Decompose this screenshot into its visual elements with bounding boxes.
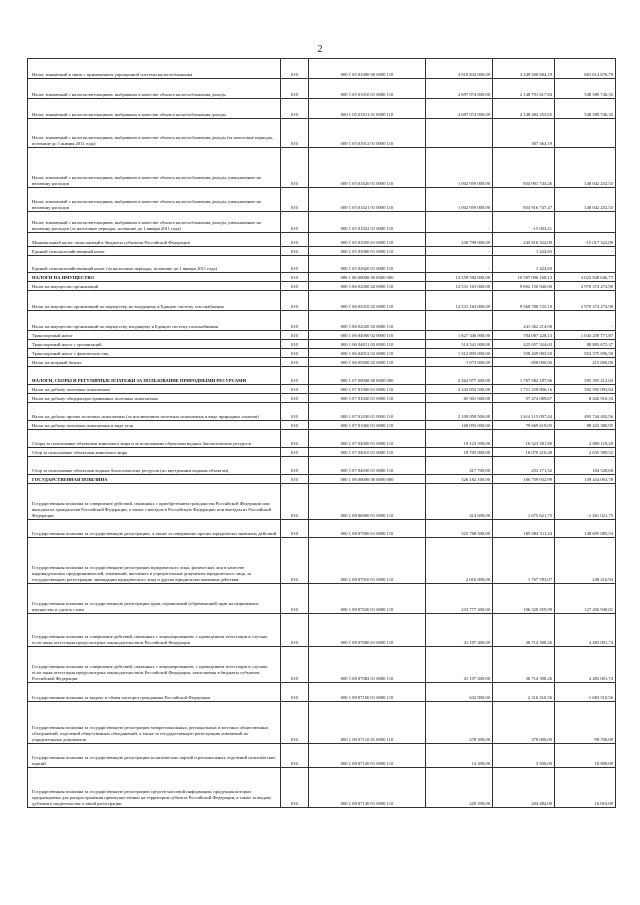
row-fact-value: -15 003,21 (493, 212, 555, 233)
row-name: Налог на имущество организаций по имуществу, входящему в Единую систему газоснабжения (28, 311, 281, 331)
row-fact-value: 1 767 582 187,96 (493, 367, 555, 385)
row-rest-value (555, 256, 616, 273)
row-code: 010 (281, 683, 309, 702)
row-fact-value: 854 901 744,26 (493, 148, 555, 188)
row-plan-value: 220 500,00 (426, 768, 493, 808)
row-fact-value: 10 587 096 168,13 (493, 273, 555, 282)
row-code: 010 (281, 385, 309, 394)
table-row (28, 538, 616, 584)
table-row (28, 744, 616, 768)
table-row (28, 188, 616, 212)
row-code: 010 (281, 358, 309, 367)
row-name: Государственная пошлина за совершение действий, связанных с лицензированием, с проведением аттестации в случаях, если такая аттестация предусмотрена законодательством Российской Федерации, зачисляемая в бюджеты субъектов Российской Федерации (28, 647, 281, 683)
row-kbk: 000 1 08 07082 01 0000 110 (309, 647, 426, 683)
row-kbk: 000 1 05 03000 01 0000 110 (309, 247, 426, 256)
row-plan-value: 41 197 400,00 (426, 614, 493, 647)
row-plan-value: 1 312 805 000,00 (426, 349, 493, 358)
row-rest-value (555, 119, 616, 148)
table-row (28, 484, 616, 520)
table-row (28, 273, 616, 282)
row-kbk: 000 1 05 01011 01 0000 110 (309, 99, 426, 119)
row-name: Государственная пошлина за государственную регистрацию межрегиональных, региональных и местных общественных объединений, отделений общественных объединений, а также за государственную регистрацию изменений их учредительных документов (28, 702, 281, 744)
row-plan-value: 2 697 074 000,00 (426, 79, 493, 99)
table-row (28, 256, 616, 273)
row-name: Минимальный налог, зачисляемый в бюджеты субъектов Российской Федерации (28, 233, 281, 247)
row-kbk: 000 1 07 01030 01 0000 110 (309, 403, 426, 421)
row-kbk: 000 1 05 01022 01 0000 110 (309, 212, 426, 233)
row-fact-value: 358 429 903,50 (493, 349, 555, 358)
row-fact-value: 9 560 788 725,10 (493, 291, 555, 311)
row-code: 010 (281, 394, 309, 403)
row-name: Налог на добычу прочих полезных ископаемых (за исключением полезных ископаемых в виде природных алмазов) (28, 403, 281, 421)
row-kbk: 000 1 06 02020 02 0000 110 (309, 311, 426, 331)
row-code: 010 (281, 457, 309, 475)
row-rest-value: 681 614 676,79 (555, 59, 616, 79)
row-name: Налог, взимаемый с налогоплательщиков, выбравших в качестве объекта налогообложения доходы (28, 79, 281, 99)
row-code: 010 (281, 273, 309, 282)
row-kbk: 000 1 08 07110 01 0000 110 (309, 702, 426, 744)
revenue-table (27, 58, 616, 808)
row-kbk: 000 1 05 03020 01 0000 110 (309, 256, 426, 273)
table-row (28, 385, 616, 394)
row-fact-value: 36 714 398,26 (493, 647, 555, 683)
row-plan-value: 414 600,00 (426, 484, 493, 520)
row-name: Государственная пошлина за совершение действий, связанных с лицензированием, с проведением аттестации в случаях, если такая аттестация предусмотрена законодательством Российской Федерации (28, 614, 281, 647)
row-fact-value: 1 614 115 097,44 (493, 403, 555, 421)
row-kbk: 000 1 06 04000 02 0000 110 (309, 331, 426, 340)
row-name: Налог, взимаемый с налогоплательщиков, выбравших в качестве объекта налогообложения доходы (28, 99, 281, 119)
row-rest-value: 548 589 746,35 (555, 79, 616, 99)
row-kbk: 000 1 05 01000 00 0000 110 (309, 59, 426, 79)
row-name: Налог, взимаемый с налогоплательщиков, выбравших в качестве объекта налогообложения доходы, уменьшенные на величину расходов (28, 188, 281, 212)
row-code: 010 (281, 247, 309, 256)
row-plan-value: 1 002 959 000,00 (426, 188, 493, 212)
row-rest-value: -1 261 021,75 (555, 484, 616, 520)
table-row (28, 119, 616, 148)
row-code: 010 (281, 148, 309, 188)
row-rest-value: 148 042 252,53 (555, 188, 616, 212)
row-code: 010 (281, 475, 309, 484)
row-code: 010 (281, 520, 309, 538)
row-fact-value: 253 171,32 (493, 457, 555, 475)
row-code: 010 (281, 367, 309, 385)
table-row (28, 702, 616, 744)
row-plan-value (426, 119, 493, 148)
row-plan-value: 2 343 853 500,00 (426, 385, 493, 394)
table-row (28, 291, 616, 311)
row-fact-value: 1 751 258 806,16 (493, 385, 555, 394)
table-row (28, 614, 616, 647)
row-name: Налог на добычу полезных ископаемых (28, 385, 281, 394)
row-rest-value: 4 483 001,74 (555, 647, 616, 683)
table-row (28, 331, 616, 340)
row-name: НАЛОГИ, СБОРЫ И РЕГУЛЯРНЫЕ ПЛАТЕЖИ ЗА ПОЛЬЗОВАНИЕ ПРИРОДНЫМИ РЕСУРСАМИ (28, 367, 281, 385)
row-rest-value: 16 016,00 (555, 768, 616, 808)
row-fact-value: 245 816 322,09 (493, 233, 555, 247)
row-fact-value: 1 424,83 (493, 256, 555, 273)
table-row (28, 59, 616, 79)
row-code: 010 (281, 448, 309, 457)
row-kbk: 000 1 08 00000 00 0000 000 (309, 475, 426, 484)
row-rest-value: 2 970 374 274,90 (555, 282, 616, 291)
table-row (28, 212, 616, 233)
row-name: Государственная пошлина за выдачу и обмен паспорта гражданина Российской Федерации (28, 683, 281, 702)
table-row (28, 647, 616, 683)
row-code: 010 (281, 421, 309, 430)
row-rest-value: 954 375 096,50 (555, 349, 616, 358)
row-name: Единый сельскохозяйственный налог (28, 247, 281, 256)
row-plan-value: 2 362 977 400,00 (426, 367, 493, 385)
row-plan-value: 1 002 959 000,00 (426, 148, 493, 188)
table-row (28, 358, 616, 367)
row-rest-value: 548 589 746,35 (555, 99, 616, 119)
row-rest-value: 139 434 063,78 (555, 475, 616, 484)
table-row (28, 430, 616, 448)
row-plan-value: 1 073 000,00 (426, 358, 493, 367)
table-row (28, 340, 616, 349)
row-fact-value: 858 000,00 (493, 358, 555, 367)
table-row (28, 311, 616, 331)
table-row (28, 367, 616, 385)
row-fact-value: 378 000,00 (493, 702, 555, 744)
row-plan-value: 168 093 000,00 (426, 421, 493, 430)
row-fact-value: 2 316 310,56 (493, 683, 555, 702)
row-name: Государственная пошлина за совершение действий, связанных с приобретением гражданства Российской Федерации или выходом из гражданства Российской Федерации, а также с въездом в Российскую Федерацию или выездом из Российской Федерации (28, 484, 281, 520)
row-rest-value: 140 695 085,53 (555, 520, 616, 538)
row-kbk: 000 1 07 04010 01 0000 110 (309, 448, 426, 457)
row-code: 010 (281, 584, 309, 614)
row-plan-value: 3 910 832 000,00 (426, 59, 493, 79)
row-kbk: 000 1 05 01012 01 0000 110 (309, 119, 426, 148)
row-kbk: 000 1 06 04011 02 0000 110 (309, 340, 426, 349)
row-kbk: 000 1 08 07080 01 0000 110 (309, 614, 426, 647)
row-code: 010 (281, 99, 309, 119)
row-name: НАЛОГИ НА ИМУЩЕСТВО (28, 273, 281, 282)
row-fact-value: 784 087 228,13 (493, 331, 555, 340)
table-row (28, 421, 616, 430)
row-fact-value: 3 500,00 (493, 744, 555, 768)
row-plan-value: 19 123 500,00 (426, 430, 493, 448)
page-number: 2 (317, 44, 323, 55)
row-rest-value: 2 635 589,52 (555, 448, 616, 457)
row-rest-value: 2 800 118,20 (555, 430, 616, 448)
row-name: Транспортный налог с физических лиц (28, 349, 281, 358)
row-fact-value: 854 916 747,47 (493, 188, 555, 212)
row-rest-value: 127 456 940,01 (555, 584, 616, 614)
table-row (28, 79, 616, 99)
row-code: 010 (281, 233, 309, 247)
row-rest-value: -15 017 322,09 (555, 233, 616, 247)
row-kbk: 000 1 06 04012 02 0000 110 (309, 349, 426, 358)
row-code: 010 (281, 538, 309, 584)
row-fact-value: 79 669 619,05 (493, 421, 555, 430)
row-code: 010 (281, 340, 309, 349)
row-plan-value: 230 799 000,00 (426, 233, 493, 247)
table-row (28, 475, 616, 484)
row-fact-value: 9 802 150 940,00 (493, 282, 555, 291)
row-fact-value: 185 084 311,24 (493, 520, 555, 538)
row-name: Государственная пошлина за государственную регистрацию политических партий и региональных отделений политических партий (28, 744, 281, 768)
row-fact-value: 16 323 381,80 (493, 430, 555, 448)
row-code: 010 (281, 768, 309, 808)
row-code: 010 (281, 349, 309, 358)
row-rest-value: 4 023 848 046,77 (555, 273, 616, 282)
table-row (28, 148, 616, 188)
row-name: Налог, взимаемый в связи с применением упрощенной системы налогообложения (28, 59, 281, 79)
row-fact-value: 2 148 484 253,65 (493, 99, 555, 119)
row-plan-value: - (426, 212, 493, 233)
row-rest-value: 1 043 258 771,87 (555, 331, 616, 340)
row-rest-value: 495 744 402,56 (555, 403, 616, 421)
row-rest-value: 164 528,68 (555, 457, 616, 475)
table-row (28, 394, 616, 403)
row-plan-value: 14 559 582 000,00 (426, 273, 493, 282)
row-rest-value: 8 426 910,33 (555, 394, 616, 403)
row-kbk: 000 1 08 07010 01 0000 110 (309, 538, 426, 584)
row-kbk: 000 1 07 01060 01 0000 110 (309, 421, 426, 430)
row-kbk: 000 1 07 04030 01 0000 110 (309, 457, 426, 475)
table-row (28, 448, 616, 457)
row-code: 010 (281, 282, 309, 291)
row-rest-value: 248 216,93 (555, 538, 616, 584)
row-kbk: 000 1 08 07020 01 0000 110 (309, 584, 426, 614)
row-plan-value: 417 700,00 (426, 457, 493, 475)
row-kbk: 000 1 05 01020 01 0000 110 (309, 148, 426, 188)
row-fact-value: 186 759 932,99 (493, 475, 555, 484)
row-kbk: 000 1 05 01050 01 0000 110 (309, 233, 426, 247)
table-row (28, 247, 616, 256)
row-plan-value: 2 697 074 000,00 (426, 99, 493, 119)
row-code: 010 (281, 484, 309, 520)
row-name: Налог на имущество организаций (28, 282, 281, 291)
table-row (28, 768, 616, 808)
row-code: 010 (281, 744, 309, 768)
row-kbk: 000 1 06 00000 00 0000 000 (309, 273, 426, 282)
row-plan-value: 2 016 000,00 (426, 538, 493, 584)
row-plan-value: - (426, 256, 493, 273)
row-rest-value: 4 483 001,74 (555, 614, 616, 647)
row-fact-value: 57 474 089,67 (493, 394, 555, 403)
row-rest-value: - (555, 247, 616, 256)
row-name: Государственная пошлина за государственную регистрацию средств массовой информации, продукция которых предназначена для распространения преимущественно на территории субъекта Российской Федерации, а также за выдачу дубликата свидетельства о такой регистрации (28, 768, 281, 808)
row-fact-value: 3 249 500 684,19 (493, 59, 555, 79)
row-fact-value: 425 657 324,63 (493, 340, 555, 349)
table-row (28, 403, 616, 421)
row-kbk: 000 1 05 01021 01 0000 110 (309, 188, 426, 212)
row-plan-value: 2 109 859 500,00 (426, 403, 493, 421)
row-code: 010 (281, 311, 309, 331)
row-plan-value: 12 531 163 000,00 (426, 291, 493, 311)
row-name: Налог на игорный бизнес (28, 358, 281, 367)
row-rest-value: 592 595 093,84 (555, 385, 616, 394)
row-kbk: 000 1 08 07130 01 0000 110 (309, 768, 426, 808)
row-kbk: 000 1 07 01020 01 0000 110 (309, 394, 426, 403)
row-kbk: 000 1 05 01010 01 0000 110 (309, 79, 426, 99)
row-code: 010 (281, 59, 309, 79)
row-code: 010 (281, 188, 309, 212)
row-code: 010 (281, 256, 309, 273)
row-rest-value: 215 000,00 (555, 358, 616, 367)
row-rest-value (555, 212, 616, 233)
row-name: Налог, взимаемый с налогоплательщиков, выбравших в качестве объекта налогообложения доходы, уменьшенные на величину расходов (за налоговые периоды, истекшие до 1 января 2011 года) (28, 212, 281, 233)
row-plan-value: 632 800,00 (426, 683, 493, 702)
row-plan-value: 325 768 500,00 (426, 520, 493, 538)
row-rest-value: 88 423 380,95 (555, 421, 616, 430)
row-plan-value: 233 777 300,00 (426, 584, 493, 614)
row-fact-value: 204 484,00 (493, 768, 555, 808)
row-plan-value: 65 901 000,00 (426, 394, 493, 403)
row-code: 010 (281, 331, 309, 340)
row-plan-value: 326 182 100,00 (426, 475, 493, 484)
row-rest-value: - (555, 311, 616, 331)
row-rest-value: 10 800,00 (555, 744, 616, 768)
row-code: 010 (281, 79, 309, 99)
row-name: Налог на добычу полезных ископаемых в виде угля (28, 421, 281, 430)
row-kbk: 000 1 08 07100 01 0000 110 (309, 683, 426, 702)
table-row (28, 584, 616, 614)
row-plan-value (426, 311, 493, 331)
row-rest-value: 595 395 212,04 (555, 367, 616, 385)
row-name: Сбор за пользование объектами водных биологических ресурсов (по внутренним водным объектам) (28, 457, 281, 475)
row-name: Транспортный налог с организаций (28, 340, 281, 349)
row-fact-value: 307 364,19 (493, 119, 555, 148)
row-name: Государственная пошлина за государственную регистрацию, а также за совершение прочих юридически значимых действий (28, 520, 281, 538)
row-kbk: 000 1 07 01000 01 0000 110 (309, 385, 426, 394)
row-rest-value: 148 042 232,53 (555, 148, 616, 188)
row-kbk: 000 1 06 05000 02 0000 110 (309, 358, 426, 367)
table-row (28, 349, 616, 358)
row-fact-value: 241 362 214,90 (493, 311, 555, 331)
row-fact-value: 1 675 621,75 (493, 484, 555, 520)
row-code: 010 (281, 702, 309, 744)
row-name: Единый сельскохозяйственный налог (за налоговые периоды, истекшие до 1 января 2011 года) (28, 256, 281, 273)
row-code: 010 (281, 430, 309, 448)
row-name: Государственная пошлина за государственную регистрацию юридического лица, физических лиц в качестве индивидуальных предпринимателей, изменений, вносимых в учредительные документы юридического лица, за государственную регистрацию ликвидации юридического лица и другие юридически значимые действия (28, 538, 281, 584)
row-plan-value: 14 300,00 (426, 744, 493, 768)
row-kbk: 000 1 06 02000 02 0000 110 (309, 282, 426, 291)
row-name: Налог, взимаемый с налогоплательщиков, выбравших в качестве объекта налогообложения доходы (за налоговые периоды, истекшие до 1 января 2011 года) (28, 119, 281, 148)
row-fact-value: 1 767 783,07 (493, 538, 555, 584)
row-kbk: 000 1 08 06000 01 0000 110 (309, 484, 426, 520)
row-rest-value: 2 970 374 274,90 (555, 291, 616, 311)
row-fact-value: 1 424,83 (493, 247, 555, 256)
row-kbk: 000 1 08 07000 01 0000 110 (309, 520, 426, 538)
row-kbk: 000 1 07 04000 01 0000 110 (309, 430, 426, 448)
row-name: Сборы за пользование объектами животного мира и за пользование объектами водных биологических ресурсов (28, 430, 281, 448)
row-name: Сбор за пользование объектами животного мира (28, 448, 281, 457)
row-name: Государственная пошлина за государственную регистрацию прав, ограничений (обременений) прав на недвижимое имущество и сделок с ним (28, 584, 281, 614)
table-row (28, 233, 616, 247)
row-fact-value: 36 714 398,26 (493, 614, 555, 647)
row-plan-value: 12 531 163 000,00 (426, 282, 493, 291)
row-code: 010 (281, 614, 309, 647)
row-kbk: 000 1 07 00000 00 0000 000 (309, 367, 426, 385)
row-name: Налог на имущество организаций по имуществу, не входящему в Единую систему газоснабжения (28, 291, 281, 311)
row-code: 010 (281, 212, 309, 233)
table-row (28, 99, 616, 119)
table-row (28, 520, 616, 538)
row-code: 010 (281, 291, 309, 311)
row-fact-value: 106 320 359,99 (493, 584, 555, 614)
row-code: 010 (281, 647, 309, 683)
table-row (28, 457, 616, 475)
row-plan-value: - (426, 247, 493, 256)
row-name: Транспортный налог (28, 331, 281, 340)
row-plan-value: 1 827 346 000,00 (426, 331, 493, 340)
row-rest-value: -1 683 510,56 (555, 683, 616, 702)
row-plan-value: 18 705 800,00 (426, 448, 493, 457)
row-name: Налог на добычу общераспространенных полезных ископаемых (28, 394, 281, 403)
row-name: Налог, взимаемый с налогоплательщиков, выбравших в качестве объекта налогообложения доходы, уменьшенные на величину расходов (28, 148, 281, 188)
row-kbk: 000 1 08 07120 01 0000 110 (309, 744, 426, 768)
row-plan-value: 514 541 000,00 (426, 340, 493, 349)
row-code: 010 (281, 119, 309, 148)
row-plan-value: 278 300,00 (426, 702, 493, 744)
table-row (28, 282, 616, 291)
row-rest-value: -99 700,00 (555, 702, 616, 744)
row-rest-value: 88 883 675,37 (555, 340, 616, 349)
table-row (28, 683, 616, 702)
row-plan-value: 41 197 400,00 (426, 647, 493, 683)
row-fact-value: 16 070 210,48 (493, 448, 555, 457)
row-code: 010 (281, 403, 309, 421)
row-name: ГОСУДАРСТВЕННАЯ ПОШЛИНА (28, 475, 281, 484)
row-fact-value: 2 148 791 617,84 (493, 79, 555, 99)
row-kbk: 000 1 06 02010 02 0000 110 (309, 291, 426, 311)
